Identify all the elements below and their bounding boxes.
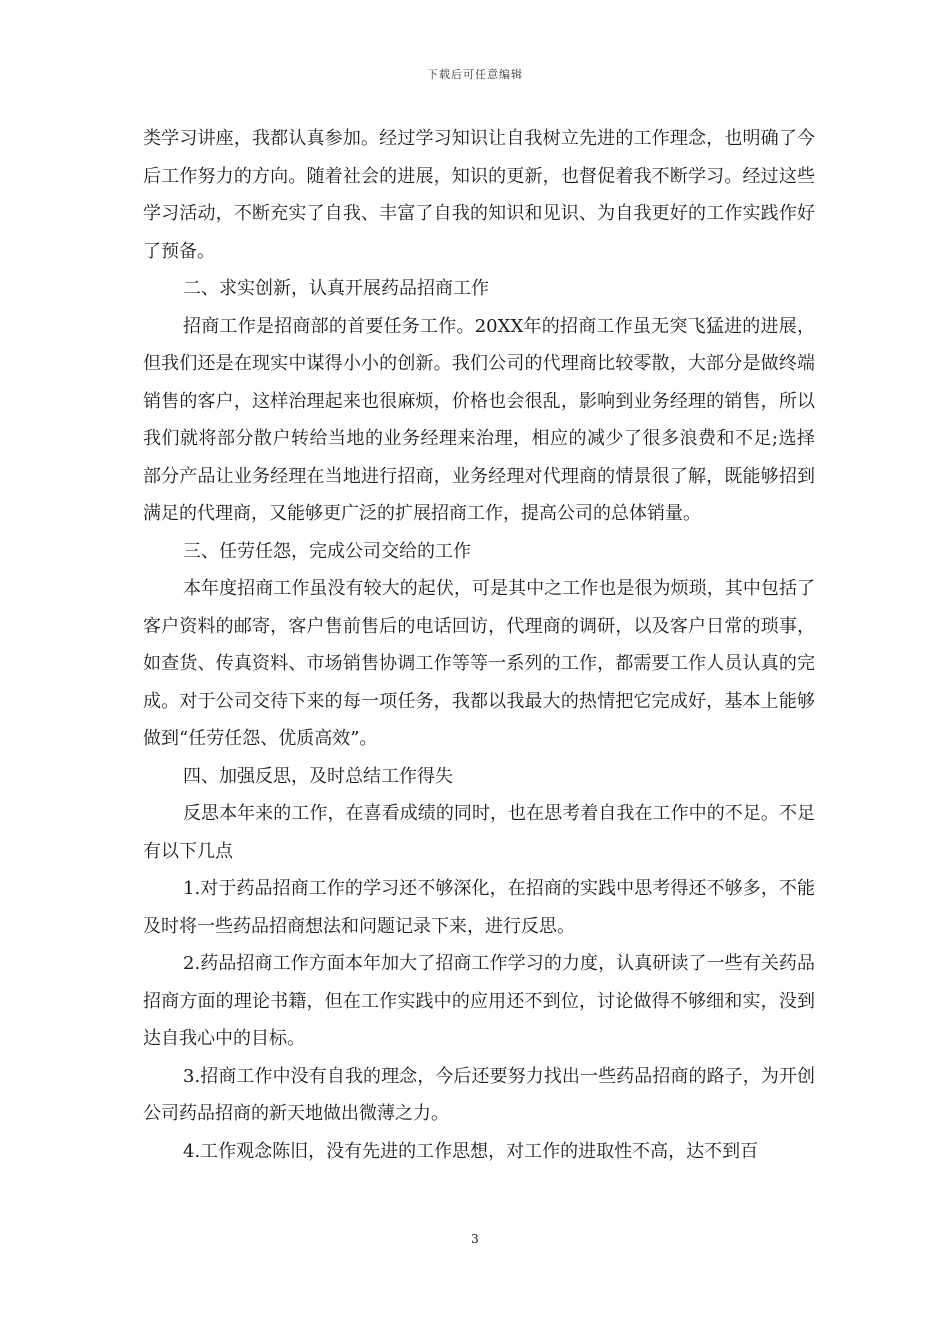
section-heading-2: 二、求实创新，认真开展药品招商工作: [183, 278, 489, 299]
paragraph-2: 招商工作是招商部的首要任务工作。20XX年的招商工作虽无突飞猛进的进展，但我们还是在现实中谋得小小的创新。我们公司的代理商比较零散，大部分是做终端销售的客户，这样治理起来也很麻烦，价格也会很乱，影响到业务经理的销售，所以我们就将部分散户转给当地的业务经理来治理，相应的减少了很多浪费和不足;选择部分产品让业务经理在当地进行招商，业务经理对代理商的情景很了解，既能够招到满足的代理商，又能够更广泛的扩展招商工作，提高公司的总体销量。: [143, 315, 815, 524]
list-item-1: 1.对于药品招商工作的学习还不够深化，在招商的实践中思考得还不够多，不能及时将一些药品招商想法和问题记录下来，进行反思。: [143, 878, 815, 937]
paragraph-3: 本年度招商工作虽没有较大的起伏，可是其中之工作也是很为烦琐，其中包括了客户资料的邮寄，客户售前售后的电话回访，代理商的调研，以及客户日常的琐事，如查货、传真资料、市场销售协调工作等等一系列的工作，都需要工作人员认真的完成。对于公司交待下来的每一项任务，我都以我最大的热情把它完成好，基本上能够做到“任劳任怨、优质高效”。: [143, 578, 815, 749]
list-item-3: 3.招商工作中没有自我的理念，今后还要努力找出一些药品招商的路子，为开创公司药品招商的新天地做出微薄之力。: [143, 1065, 815, 1124]
paragraph-1: 类学习讲座，我都认真参加。经过学习知识让自我树立先进的工作理念，也明确了今后工作努力的方向。随着社会的进展，知识的更新，也督促着我不断学习。经过这些学习活动，不断充实了自我、丰富了自我的知识和见识、为自我更好的工作实践作好了预备。: [143, 128, 815, 262]
list-item-2: 2.药品招商工作方面本年加大了招商工作学习的力度，认真研读了一些有关药品招商方面的理论书籍，但在工作实践中的应用还不到位，讨论做得不够细和实，没到达自我心中的目标。: [143, 953, 815, 1049]
section-heading-4: 四、加强反思，及时总结工作得失: [183, 765, 453, 787]
page-header: 下载后可任意编辑: [427, 68, 523, 81]
document-body: [143, 120, 815, 1170]
page-number: 3: [471, 1232, 479, 1246]
list-item-4: 4.工作观念陈旧，没有先进的工作思想，对工作的进取性不高，达不到百: [183, 1140, 759, 1162]
paragraph-4: 反思本年来的工作，在喜看成绩的同时，也在思考着自我在工作中的不足。不足有以下几点: [143, 803, 815, 862]
section-heading-3: 三、任劳任怨，完成公司交给的工作: [183, 540, 471, 562]
